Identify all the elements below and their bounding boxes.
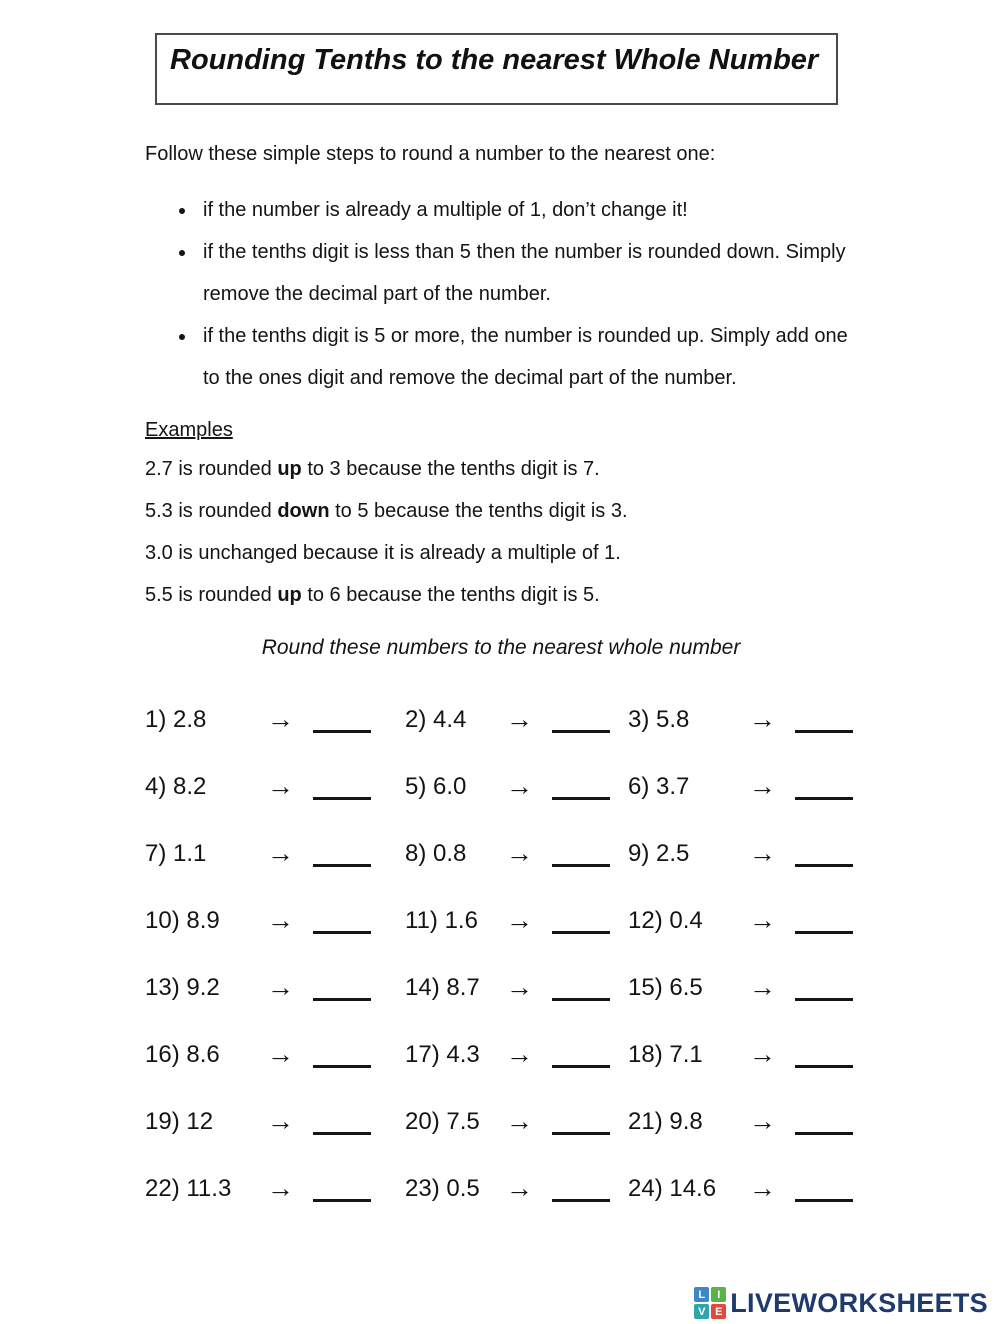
answer-blank[interactable] xyxy=(552,1108,610,1135)
problem-label: 6) 3.7 xyxy=(628,772,690,800)
title-box xyxy=(155,33,838,105)
answer-blank[interactable] xyxy=(552,974,610,1001)
problem-item xyxy=(145,1155,405,1222)
intro-text: Follow these simple steps to round a number to the nearest one: xyxy=(145,143,716,165)
arrow-right-icon: → xyxy=(267,1173,294,1203)
answer-blank[interactable] xyxy=(795,773,853,800)
problem-item xyxy=(628,954,857,1021)
answer-blank[interactable] xyxy=(795,1108,853,1135)
problem-item xyxy=(145,686,405,753)
answer-blank[interactable] xyxy=(795,907,853,934)
arrow-right-icon: → xyxy=(267,1039,294,1069)
answer-blank[interactable] xyxy=(552,1175,610,1202)
answer-blank[interactable] xyxy=(313,1175,371,1202)
problem-item xyxy=(145,753,405,820)
arrow-right-icon: → xyxy=(506,1106,533,1136)
arrow-right-icon: → xyxy=(267,838,294,868)
problems-grid xyxy=(145,686,857,1222)
examples-list xyxy=(145,448,857,616)
problem-item xyxy=(405,753,628,820)
exercise-instruction: Round these numbers to the nearest whole number xyxy=(261,636,741,659)
problem-item xyxy=(405,1155,628,1222)
problem-label: 18) 7.1 xyxy=(628,1040,703,1068)
problem-item xyxy=(405,887,628,954)
problem-item xyxy=(628,820,857,887)
liveworksheets-logo-icon xyxy=(694,1287,726,1319)
answer-blank[interactable] xyxy=(313,840,371,867)
arrow-right-icon: → xyxy=(749,704,776,734)
problem-label: 14) 8.7 xyxy=(405,973,480,1001)
answer-blank[interactable] xyxy=(552,773,610,800)
problem-label: 8) 0.8 xyxy=(405,839,467,867)
arrow-right-icon: → xyxy=(267,905,294,935)
problem-item xyxy=(628,686,857,753)
arrow-right-icon: → xyxy=(506,1173,533,1203)
problem-item xyxy=(628,1155,857,1222)
problem-item xyxy=(405,1021,628,1088)
problem-label: 20) 7.5 xyxy=(405,1107,480,1135)
answer-blank[interactable] xyxy=(552,907,610,934)
arrow-right-icon: → xyxy=(506,704,533,734)
problem-label: 22) 11.3 xyxy=(145,1174,232,1202)
arrow-right-icon: → xyxy=(267,1106,294,1136)
steps-list-item: • if the tenths digit is less than 5 then the number is rounded down. Simply remove the decimal part of the number. xyxy=(197,231,857,315)
problem-label: 4) 8.2 xyxy=(145,772,207,800)
problem-item xyxy=(145,1088,405,1155)
steps-list xyxy=(145,189,857,399)
problem-item xyxy=(628,753,857,820)
problem-item xyxy=(628,1021,857,1088)
problem-label: 21) 9.8 xyxy=(628,1107,703,1135)
problem-item xyxy=(405,1088,628,1155)
steps-list-item: • if the tenths digit is 5 or more, the number is rounded up. Simply add one to the ones digit and remove the decimal part of the number. xyxy=(197,315,857,399)
liveworksheets-logo[interactable] xyxy=(694,1287,988,1319)
problem-item xyxy=(145,820,405,887)
example-line: 5.5 is rounded up to 6 because the tenths digit is 5. xyxy=(145,584,600,606)
problem-label: 16) 8.6 xyxy=(145,1040,220,1068)
arrow-right-icon: → xyxy=(749,1106,776,1136)
arrow-right-icon: → xyxy=(749,1039,776,1069)
arrow-right-icon: → xyxy=(506,838,533,868)
problem-item xyxy=(145,954,405,1021)
problem-item xyxy=(628,887,857,954)
problem-item xyxy=(405,686,628,753)
example-line: 3.0 is unchanged because it is already a multiple of 1. xyxy=(145,542,621,564)
examples-heading: Examples xyxy=(145,419,233,441)
arrow-right-icon: → xyxy=(749,905,776,935)
problem-label: 3) 5.8 xyxy=(628,705,690,733)
answer-blank[interactable] xyxy=(313,1108,371,1135)
problem-label: 15) 6.5 xyxy=(628,973,703,1001)
page-title: Rounding Tenths to the nearest Whole Number xyxy=(170,44,819,76)
answer-blank[interactable] xyxy=(313,773,371,800)
problem-label: 10) 8.9 xyxy=(145,906,220,934)
problem-label: 12) 0.4 xyxy=(628,906,703,934)
arrow-right-icon: → xyxy=(506,905,533,935)
problem-label: 19) 12 xyxy=(145,1107,214,1135)
arrow-right-icon: → xyxy=(749,771,776,801)
answer-blank[interactable] xyxy=(313,1041,371,1068)
problem-label: 11) 1.6 xyxy=(405,906,478,934)
logo-tile-e: E xyxy=(711,1304,726,1319)
arrow-right-icon: → xyxy=(506,1039,533,1069)
problem-item xyxy=(405,820,628,887)
problem-label: 9) 2.5 xyxy=(628,839,690,867)
problem-label: 17) 4.3 xyxy=(405,1040,480,1068)
answer-blank[interactable] xyxy=(313,974,371,1001)
logo-tile-l: L xyxy=(694,1287,709,1302)
problem-label: 13) 9.2 xyxy=(145,973,220,1001)
problem-item xyxy=(628,1088,857,1155)
answer-blank[interactable] xyxy=(795,974,853,1001)
answer-blank[interactable] xyxy=(552,706,610,733)
arrow-right-icon: → xyxy=(749,838,776,868)
arrow-right-icon: → xyxy=(749,972,776,1002)
arrow-right-icon: → xyxy=(267,704,294,734)
problem-item xyxy=(145,887,405,954)
arrow-right-icon: → xyxy=(506,972,533,1002)
example-line: 5.3 is rounded down to 5 because the tenths digit is 3. xyxy=(145,500,628,522)
answer-blank[interactable] xyxy=(552,840,610,867)
worksheet-page xyxy=(0,33,1000,1318)
logo-tile-i: I xyxy=(711,1287,726,1302)
problem-item xyxy=(405,954,628,1021)
logo-tile-v: V xyxy=(694,1304,709,1319)
problem-label: 24) 14.6 xyxy=(628,1174,717,1202)
problem-label: 5) 6.0 xyxy=(405,772,467,800)
answer-blank[interactable] xyxy=(795,1175,853,1202)
answer-blank[interactable] xyxy=(313,907,371,934)
answer-blank[interactable] xyxy=(795,706,853,733)
problem-label: 1) 2.8 xyxy=(145,705,207,733)
liveworksheets-wordmark: LIVEWORKSHEETS xyxy=(730,1287,988,1318)
example-line: 2.7 is rounded up to 3 because the tenths digit is 7. xyxy=(145,458,600,480)
problem-label: 2) 4.4 xyxy=(405,705,467,733)
answer-blank[interactable] xyxy=(313,706,371,733)
problem-label: 23) 0.5 xyxy=(405,1174,480,1202)
arrow-right-icon: → xyxy=(506,771,533,801)
problem-label: 7) 1.1 xyxy=(145,839,207,867)
arrow-right-icon: → xyxy=(749,1173,776,1203)
arrow-right-icon: → xyxy=(267,972,294,1002)
answer-blank[interactable] xyxy=(552,1041,610,1068)
worksheet-content xyxy=(145,141,857,1222)
answer-blank[interactable] xyxy=(795,840,853,867)
answer-blank[interactable] xyxy=(795,1041,853,1068)
arrow-right-icon: → xyxy=(267,771,294,801)
steps-list-item: • if the number is already a multiple of 1, don’t change it! xyxy=(197,189,857,231)
problem-item xyxy=(145,1021,405,1088)
